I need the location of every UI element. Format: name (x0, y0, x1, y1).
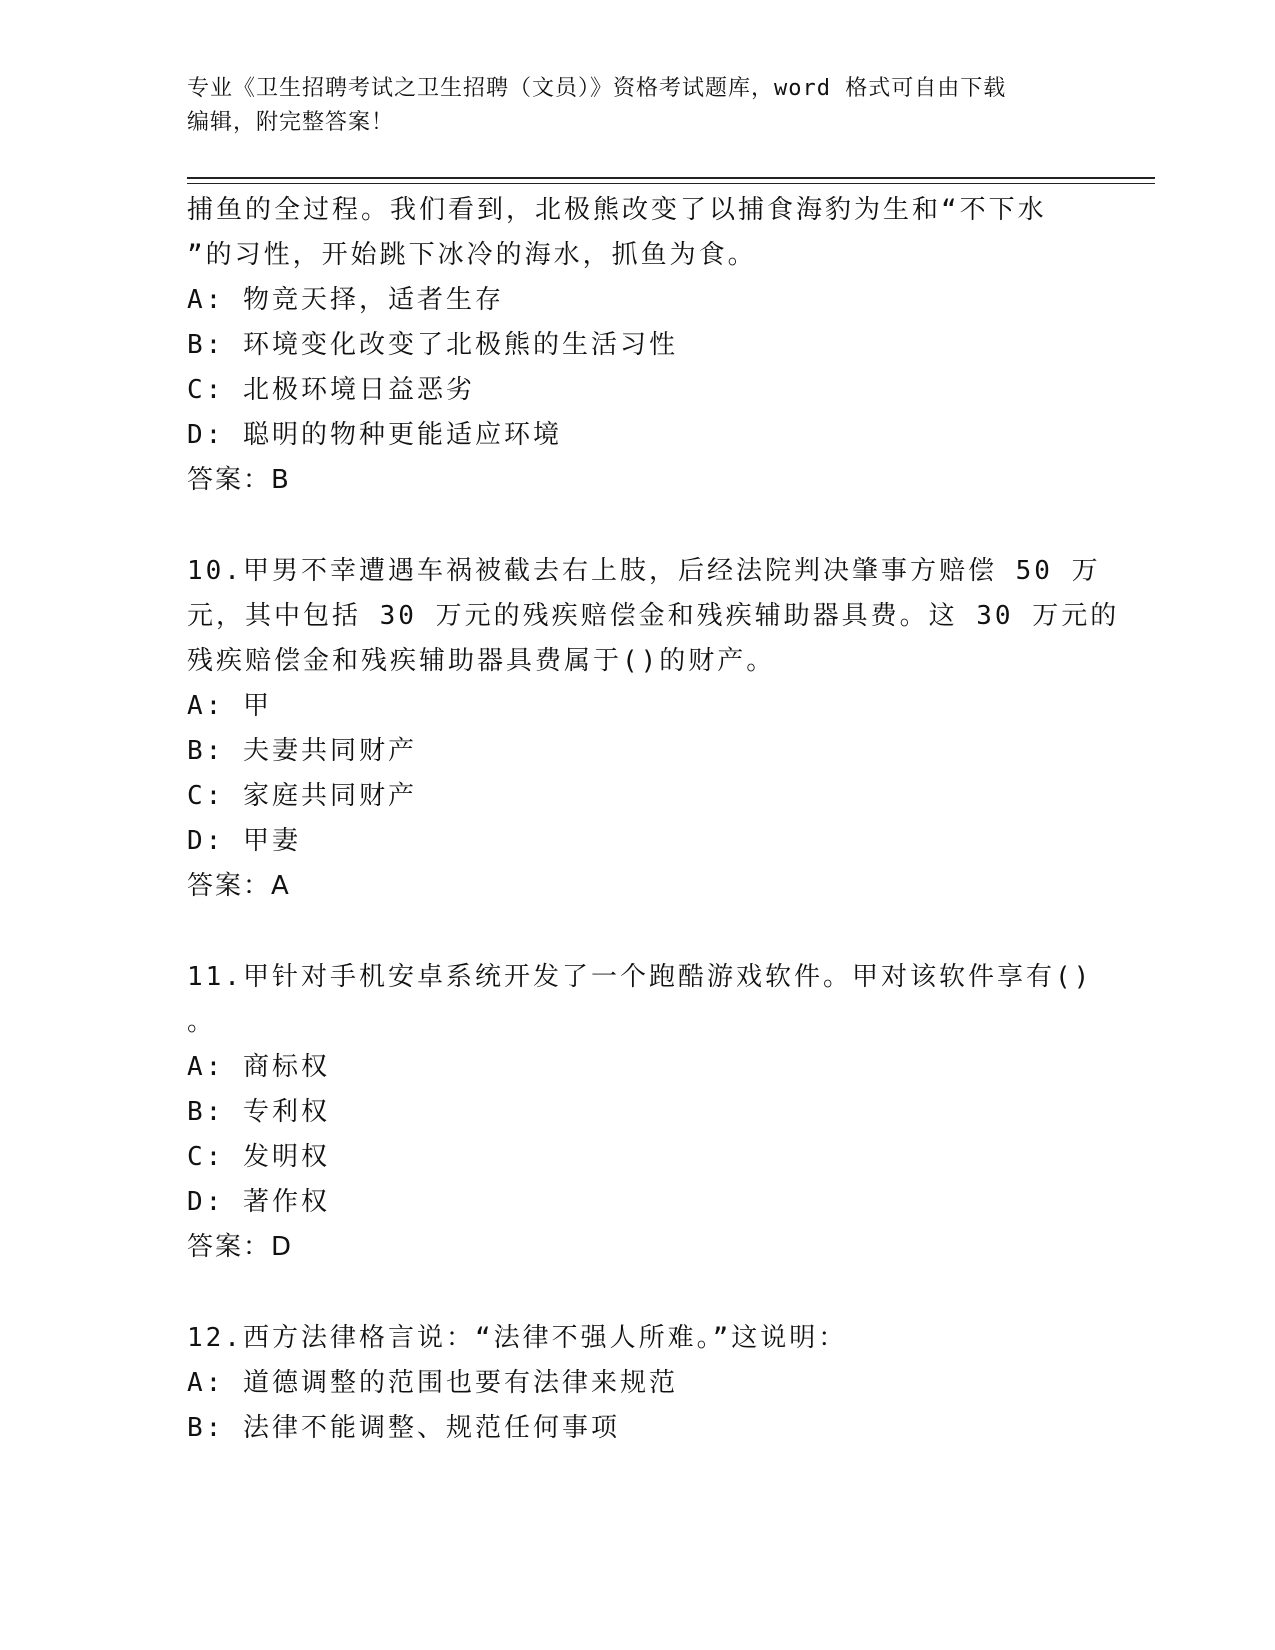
question-stem-line: 。 (187, 1007, 217, 1037)
question-stem-line: 12.西方法律格言说：“法律不强人所难。”这说明： (187, 1323, 848, 1353)
option-d: D: 甲妻 (187, 826, 301, 856)
option-a: A: 物竞天择，适者生存 (187, 285, 504, 315)
option-d: D: 著作权 (187, 1187, 330, 1217)
page-header (187, 72, 1067, 140)
option-a: A: 甲 (187, 691, 272, 721)
question-stem-line: 残疾赔偿金和残疾辅助器具费属于()的财产。 (187, 646, 776, 676)
question-stem-line: 10.甲男不幸遭遇车祸被截去右上肢，后经法院判决肇事方赔偿 50 万 (187, 556, 1101, 586)
header-line-1: 专业《卫生招聘考试之卫生招聘（文员）》资格考试题库，word 格式可自由下载 (187, 76, 1007, 101)
question-stem-line: 捕鱼的全过程。我们看到，北极熊改变了以捕食海豹为生和“不下水 (187, 195, 1047, 225)
option-c: C: 北极环境日益恶劣 (187, 375, 475, 405)
question-stem-line: 11.甲针对手机安卓系统开发了一个跑酷游戏软件。甲对该软件享有() (187, 962, 1093, 992)
option-b: B: 环境变化改变了北极熊的生活习性 (187, 330, 678, 360)
answer-line: 答案：A (187, 871, 291, 901)
option-c: C: 发明权 (187, 1142, 330, 1172)
question-spacer (187, 503, 1087, 549)
option-c: C: 家庭共同财产 (187, 781, 417, 811)
option-d: D: 聪明的物种更能适应环境 (187, 420, 562, 450)
header-divider-thin (187, 183, 1155, 184)
option-b: B: 夫妻共同财产 (187, 736, 417, 766)
option-a: A: 商标权 (187, 1052, 330, 1082)
question-content (187, 188, 1120, 1451)
question-9 (187, 188, 1087, 503)
header-line-2: 编辑，附完整答案！ (187, 110, 395, 135)
question-10 (187, 549, 1120, 909)
question-12 (187, 1316, 1087, 1451)
question-spacer (187, 1270, 1087, 1316)
header-divider-thick (187, 177, 1155, 179)
option-a: A: 道德调整的范围也要有法律来规范 (187, 1368, 678, 1398)
answer-line: 答案：B (187, 465, 291, 495)
answer-line: 答案：D (187, 1232, 294, 1262)
option-b: B: 专利权 (187, 1097, 330, 1127)
question-stem-line: 元，其中包括 30 万元的残疾赔偿金和残疾辅助器具费。这 30 万元的 (187, 601, 1120, 631)
option-b: B: 法律不能调整、规范任何事项 (187, 1413, 620, 1443)
question-11 (187, 955, 1093, 1270)
question-spacer (187, 909, 1087, 955)
question-stem-line: ”的习性，开始跳下冰冷的海水，抓鱼为食。 (187, 240, 757, 270)
